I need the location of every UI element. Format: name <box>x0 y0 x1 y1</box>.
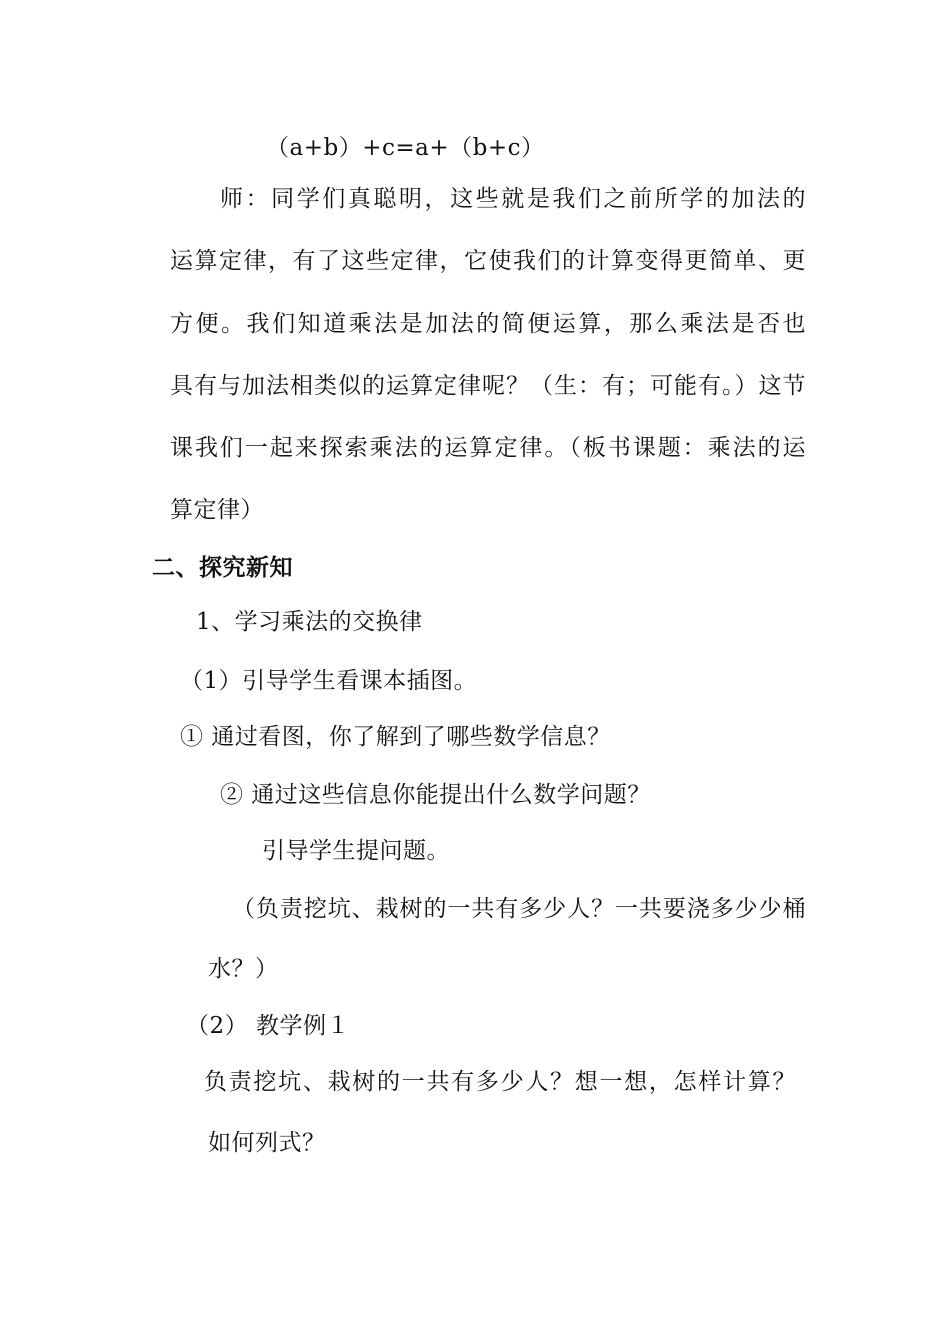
formula-line: （a+b）+c=a+（b+c） <box>266 135 545 161</box>
paragraph-line: 运算定律，有了这些定律，它使我们的计算变得更简单、更 <box>170 248 806 274</box>
paragraph-line: 课我们一起来探索乘法的运算定律。（板书课题：乘法的运 <box>170 435 806 461</box>
subsection-heading: 1、学习乘法的交换律 <box>196 609 423 635</box>
guide-line: 引导学生提问题。 <box>262 838 450 864</box>
paragraph-line: 具有与加法相类似的运算定律呢？（生：有；可能有。）这节 <box>170 373 806 399</box>
student-question-line: 水？） <box>208 956 279 982</box>
example-question-line: 如何列式？ <box>208 1130 326 1156</box>
paragraph-line: 算定律） <box>170 497 264 523</box>
example-question-line: 负责挖坑、栽树的一共有多少人？想一想，怎样计算？ <box>204 1069 796 1095</box>
section-heading: 二、探究新知 <box>152 555 293 581</box>
question-line: ① 通过看图，你了解到了哪些数学信息？ <box>180 724 611 750</box>
student-question-line: （负责挖坑、栽树的一共有多少人？一共要浇多少少桶 <box>232 896 806 922</box>
step-line: （1）引导学生看课本插图。 <box>180 668 478 694</box>
paragraph-line: 方便。我们知道乘法是加法的简便运算，那么乘法是否也 <box>170 311 806 337</box>
paragraph-line: 师：同学们真聪明，这些就是我们之前所学的加法的 <box>220 186 806 212</box>
step-line: （2） 教学例１ <box>186 1013 350 1039</box>
question-line: ② 通过这些信息你能提出什么数学问题？ <box>220 782 651 808</box>
